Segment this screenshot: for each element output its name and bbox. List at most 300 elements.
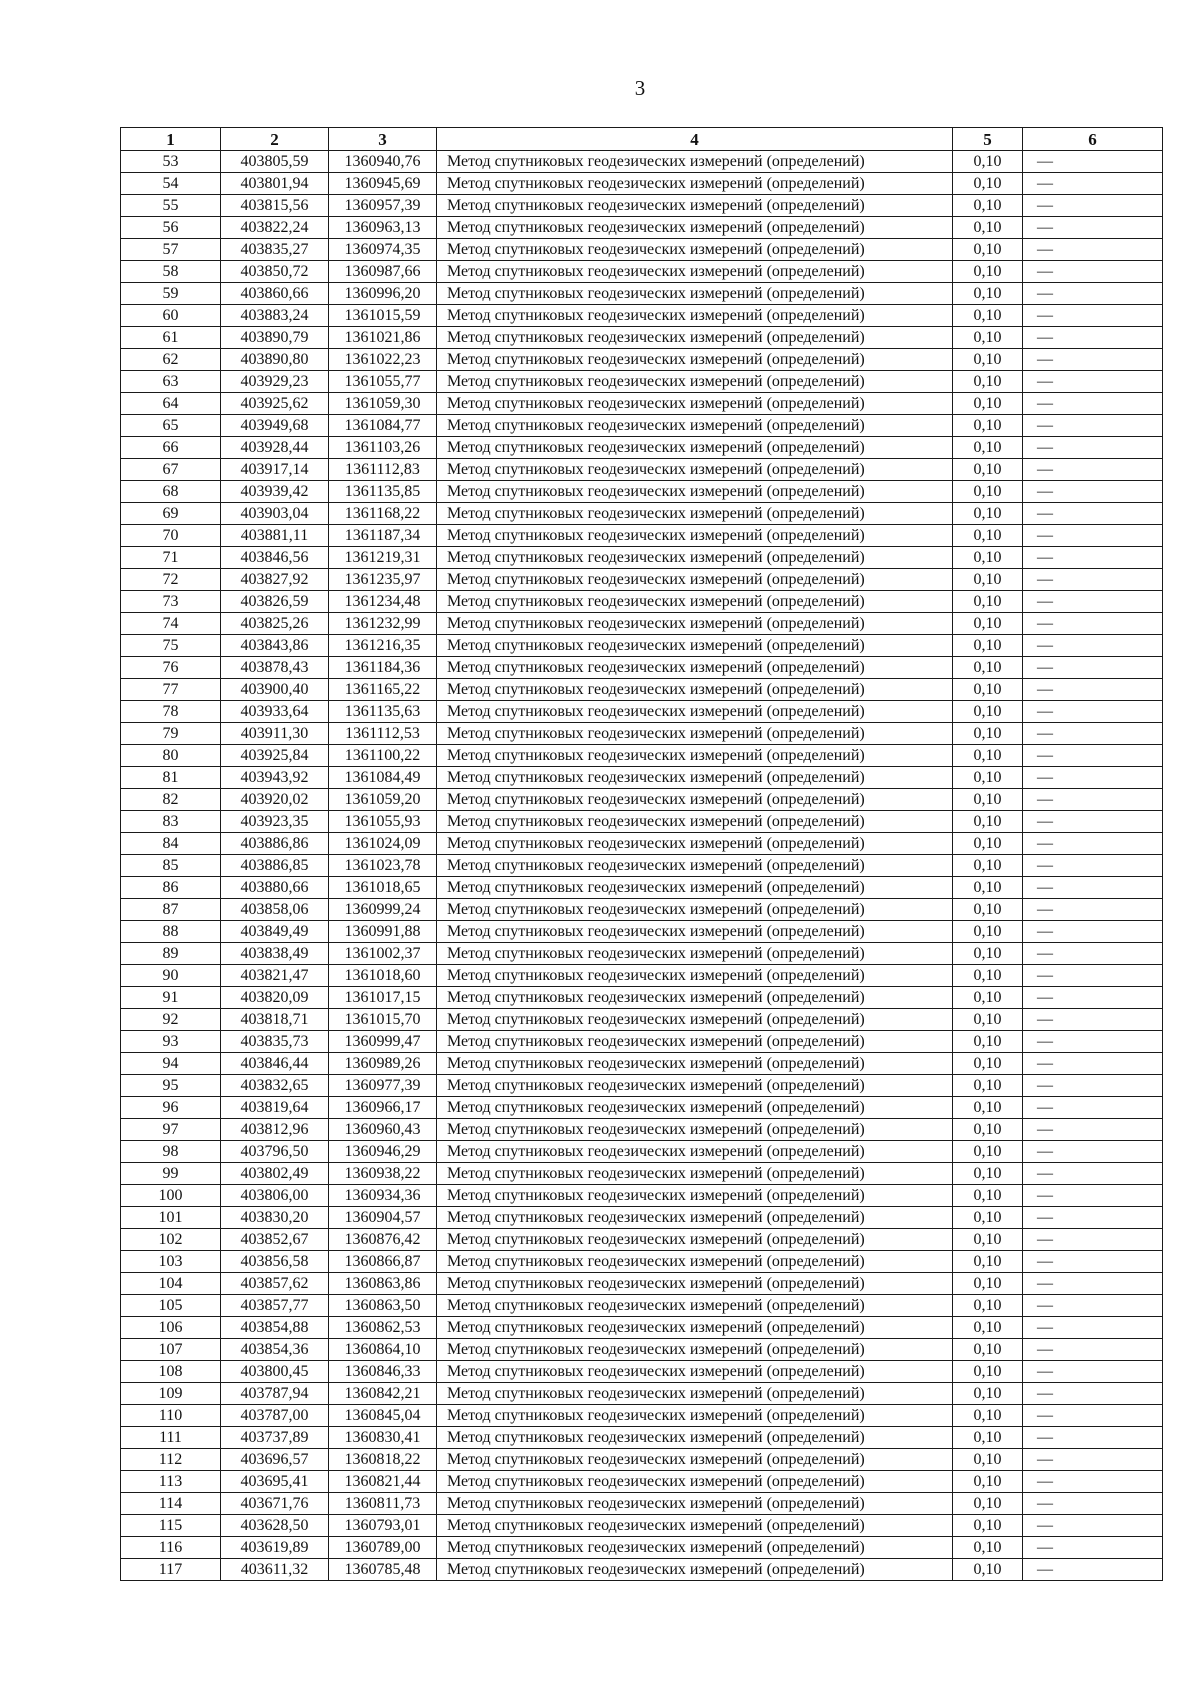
x-coordinate-cell: 403911,30 [221, 723, 329, 745]
method-cell: Метод спутниковых геодезических измерений (определений) [437, 1119, 953, 1141]
x-coordinate-cell: 403943,92 [221, 767, 329, 789]
header-precision: 5 [953, 128, 1023, 151]
characteristic-cell: — [1023, 151, 1163, 173]
characteristic-cell: — [1023, 1295, 1163, 1317]
y-coordinate-cell: 1360940,76 [329, 151, 437, 173]
method-cell: Метод спутниковых геодезических измерений (определений) [437, 261, 953, 283]
table-row [121, 1163, 1163, 1185]
point-number-cell: 73 [121, 591, 221, 613]
y-coordinate-cell: 1361112,83 [329, 459, 437, 481]
method-cell: Метод спутниковых геодезических измерений (определений) [437, 789, 953, 811]
table-row [121, 217, 1163, 239]
y-coordinate-cell: 1360991,88 [329, 921, 437, 943]
table-row [121, 1031, 1163, 1053]
method-cell: Метод спутниковых геодезических измерений (определений) [437, 371, 953, 393]
point-number-cell: 74 [121, 613, 221, 635]
x-coordinate-cell: 403925,84 [221, 745, 329, 767]
y-coordinate-cell: 1361015,70 [329, 1009, 437, 1031]
precision-cell: 0,10 [953, 701, 1023, 723]
precision-cell: 0,10 [953, 1427, 1023, 1449]
table-row [121, 1405, 1163, 1427]
x-coordinate-cell: 403846,44 [221, 1053, 329, 1075]
characteristic-cell: — [1023, 921, 1163, 943]
y-coordinate-cell: 1360904,57 [329, 1207, 437, 1229]
method-cell: Метод спутниковых геодезических измерений (определений) [437, 745, 953, 767]
precision-cell: 0,10 [953, 877, 1023, 899]
x-coordinate-cell: 403881,11 [221, 525, 329, 547]
table-row [121, 745, 1163, 767]
precision-cell: 0,10 [953, 965, 1023, 987]
characteristic-cell: — [1023, 1515, 1163, 1537]
table-row [121, 327, 1163, 349]
precision-cell: 0,10 [953, 833, 1023, 855]
method-cell: Метод спутниковых геодезических измерений (определений) [437, 723, 953, 745]
y-coordinate-cell: 1360876,42 [329, 1229, 437, 1251]
x-coordinate-cell: 403857,62 [221, 1273, 329, 1295]
table-row [121, 1427, 1163, 1449]
characteristic-cell: — [1023, 701, 1163, 723]
characteristic-cell: — [1023, 965, 1163, 987]
table-row [121, 877, 1163, 899]
x-coordinate-cell: 403856,58 [221, 1251, 329, 1273]
y-coordinate-cell: 1360977,39 [329, 1075, 437, 1097]
table-row [121, 965, 1163, 987]
method-cell: Метод спутниковых геодезических измерений (определений) [437, 305, 953, 327]
y-coordinate-cell: 1361103,26 [329, 437, 437, 459]
characteristic-cell: — [1023, 789, 1163, 811]
method-cell: Метод спутниковых геодезических измерений (определений) [437, 1449, 953, 1471]
table-row [121, 1559, 1163, 1581]
table-row [121, 1229, 1163, 1251]
point-number-cell: 58 [121, 261, 221, 283]
table-row [121, 1493, 1163, 1515]
characteristic-cell: — [1023, 195, 1163, 217]
y-coordinate-cell: 1360987,66 [329, 261, 437, 283]
x-coordinate-cell: 403920,02 [221, 789, 329, 811]
y-coordinate-cell: 1360996,20 [329, 283, 437, 305]
precision-cell: 0,10 [953, 1295, 1023, 1317]
method-cell: Метод спутниковых геодезических измерений (определений) [437, 987, 953, 1009]
precision-cell: 0,10 [953, 239, 1023, 261]
precision-cell: 0,10 [953, 657, 1023, 679]
point-number-cell: 109 [121, 1383, 221, 1405]
table-header-row [121, 128, 1163, 151]
method-cell: Метод спутниковых геодезических измерений (определений) [437, 415, 953, 437]
x-coordinate-cell: 403854,36 [221, 1339, 329, 1361]
method-cell: Метод спутниковых геодезических измерений (определений) [437, 569, 953, 591]
table-row [121, 525, 1163, 547]
characteristic-cell: — [1023, 1229, 1163, 1251]
point-number-cell: 103 [121, 1251, 221, 1273]
method-cell: Метод спутниковых геодезических измерений (определений) [437, 701, 953, 723]
point-number-cell: 110 [121, 1405, 221, 1427]
x-coordinate-cell: 403903,04 [221, 503, 329, 525]
table-row [121, 987, 1163, 1009]
table-row [121, 239, 1163, 261]
table-row [121, 173, 1163, 195]
characteristic-cell: — [1023, 1053, 1163, 1075]
point-number-cell: 69 [121, 503, 221, 525]
point-number-cell: 83 [121, 811, 221, 833]
precision-cell: 0,10 [953, 1317, 1023, 1339]
x-coordinate-cell: 403619,89 [221, 1537, 329, 1559]
x-coordinate-cell: 403628,50 [221, 1515, 329, 1537]
y-coordinate-cell: 1361219,31 [329, 547, 437, 569]
precision-cell: 0,10 [953, 1053, 1023, 1075]
precision-cell: 0,10 [953, 679, 1023, 701]
method-cell: Метод спутниковых геодезических измерений (определений) [437, 481, 953, 503]
precision-cell: 0,10 [953, 943, 1023, 965]
precision-cell: 0,10 [953, 1229, 1023, 1251]
precision-cell: 0,10 [953, 1383, 1023, 1405]
x-coordinate-cell: 403822,24 [221, 217, 329, 239]
method-cell: Метод спутниковых геодезических измерений (определений) [437, 1097, 953, 1119]
method-cell: Метод спутниковых геодезических измерений (определений) [437, 1141, 953, 1163]
method-cell: Метод спутниковых геодезических измерений (определений) [437, 1251, 953, 1273]
table-row [121, 569, 1163, 591]
table-row [121, 789, 1163, 811]
header-method: 4 [437, 128, 953, 151]
point-number-cell: 70 [121, 525, 221, 547]
x-coordinate-cell: 403821,47 [221, 965, 329, 987]
table-row [121, 1449, 1163, 1471]
y-coordinate-cell: 1361084,49 [329, 767, 437, 789]
y-coordinate-cell: 1361021,86 [329, 327, 437, 349]
table-body [121, 151, 1163, 1581]
characteristic-cell: — [1023, 1009, 1163, 1031]
x-coordinate-cell: 403880,66 [221, 877, 329, 899]
characteristic-cell: — [1023, 943, 1163, 965]
method-cell: Метод спутниковых геодезических измерений (определений) [437, 1273, 953, 1295]
x-coordinate-cell: 403819,64 [221, 1097, 329, 1119]
y-coordinate-cell: 1361023,78 [329, 855, 437, 877]
precision-cell: 0,10 [953, 393, 1023, 415]
point-number-cell: 54 [121, 173, 221, 195]
y-coordinate-cell: 1360864,10 [329, 1339, 437, 1361]
method-cell: Метод спутниковых геодезических измерений (определений) [437, 635, 953, 657]
table-row [121, 943, 1163, 965]
y-coordinate-cell: 1361055,77 [329, 371, 437, 393]
y-coordinate-cell: 1360866,87 [329, 1251, 437, 1273]
characteristic-cell: — [1023, 833, 1163, 855]
characteristic-cell: — [1023, 393, 1163, 415]
precision-cell: 0,10 [953, 503, 1023, 525]
precision-cell: 0,10 [953, 1537, 1023, 1559]
table-row [121, 811, 1163, 833]
precision-cell: 0,10 [953, 1163, 1023, 1185]
y-coordinate-cell: 1360830,41 [329, 1427, 437, 1449]
method-cell: Метод спутниковых геодезических измерений (определений) [437, 503, 953, 525]
method-cell: Метод спутниковых геодезических измерений (определений) [437, 459, 953, 481]
precision-cell: 0,10 [953, 371, 1023, 393]
precision-cell: 0,10 [953, 1405, 1023, 1427]
point-number-cell: 107 [121, 1339, 221, 1361]
x-coordinate-cell: 403883,24 [221, 305, 329, 327]
precision-cell: 0,10 [953, 635, 1023, 657]
x-coordinate-cell: 403737,89 [221, 1427, 329, 1449]
x-coordinate-cell: 403890,80 [221, 349, 329, 371]
page-number: 3 [634, 76, 646, 100]
table-row [121, 1207, 1163, 1229]
method-cell: Метод спутниковых геодезических измерений (определений) [437, 1559, 953, 1581]
method-cell: Метод спутниковых геодезических измерений (определений) [437, 1229, 953, 1251]
x-coordinate-cell: 403695,41 [221, 1471, 329, 1493]
y-coordinate-cell: 1361100,22 [329, 745, 437, 767]
y-coordinate-cell: 1360957,39 [329, 195, 437, 217]
characteristic-cell: — [1023, 1075, 1163, 1097]
characteristic-cell: — [1023, 745, 1163, 767]
table-row [121, 393, 1163, 415]
point-number-cell: 66 [121, 437, 221, 459]
x-coordinate-cell: 403939,42 [221, 481, 329, 503]
characteristic-cell: — [1023, 327, 1163, 349]
x-coordinate-cell: 403671,76 [221, 1493, 329, 1515]
point-number-cell: 76 [121, 657, 221, 679]
table-row [121, 1515, 1163, 1537]
table-row [121, 1317, 1163, 1339]
method-cell: Метод спутниковых геодезических измерений (определений) [437, 1009, 953, 1031]
characteristic-cell: — [1023, 1185, 1163, 1207]
y-coordinate-cell: 1361018,65 [329, 877, 437, 899]
table-row [121, 151, 1163, 173]
y-coordinate-cell: 1360863,50 [329, 1295, 437, 1317]
precision-cell: 0,10 [953, 1185, 1023, 1207]
x-coordinate-cell: 403611,32 [221, 1559, 329, 1581]
characteristic-cell: — [1023, 1163, 1163, 1185]
precision-cell: 0,10 [953, 173, 1023, 195]
table-row [121, 481, 1163, 503]
table-row [121, 1383, 1163, 1405]
precision-cell: 0,10 [953, 899, 1023, 921]
method-cell: Метод спутниковых геодезических измерений (определений) [437, 283, 953, 305]
characteristic-cell: — [1023, 217, 1163, 239]
x-coordinate-cell: 403852,67 [221, 1229, 329, 1251]
y-coordinate-cell: 1360945,69 [329, 173, 437, 195]
y-coordinate-cell: 1361015,59 [329, 305, 437, 327]
table-row [121, 1119, 1163, 1141]
precision-cell: 0,10 [953, 789, 1023, 811]
characteristic-cell: — [1023, 657, 1163, 679]
precision-cell: 0,10 [953, 1493, 1023, 1515]
x-coordinate-cell: 403886,85 [221, 855, 329, 877]
precision-cell: 0,10 [953, 1361, 1023, 1383]
table-row [121, 1471, 1163, 1493]
y-coordinate-cell: 1360845,04 [329, 1405, 437, 1427]
point-number-cell: 87 [121, 899, 221, 921]
x-coordinate-cell: 403806,00 [221, 1185, 329, 1207]
characteristic-cell: — [1023, 987, 1163, 1009]
precision-cell: 0,10 [953, 1119, 1023, 1141]
coordinates-table [120, 127, 1163, 1581]
precision-cell: 0,10 [953, 855, 1023, 877]
table-row [121, 921, 1163, 943]
precision-cell: 0,10 [953, 261, 1023, 283]
x-coordinate-cell: 403820,09 [221, 987, 329, 1009]
point-number-cell: 108 [121, 1361, 221, 1383]
method-cell: Метод спутниковых геодезических измерений (определений) [437, 393, 953, 415]
y-coordinate-cell: 1360934,36 [329, 1185, 437, 1207]
x-coordinate-cell: 403949,68 [221, 415, 329, 437]
x-coordinate-cell: 403838,49 [221, 943, 329, 965]
characteristic-cell: — [1023, 1449, 1163, 1471]
x-coordinate-cell: 403832,65 [221, 1075, 329, 1097]
method-cell: Метод спутниковых геодезических измерений (определений) [437, 239, 953, 261]
characteristic-cell: — [1023, 349, 1163, 371]
characteristic-cell: — [1023, 525, 1163, 547]
method-cell: Метод спутниковых геодезических измерений (определений) [437, 525, 953, 547]
y-coordinate-cell: 1361022,23 [329, 349, 437, 371]
method-cell: Метод спутниковых геодезических измерений (определений) [437, 1163, 953, 1185]
method-cell: Метод спутниковых геодезических измерений (определений) [437, 811, 953, 833]
x-coordinate-cell: 403796,50 [221, 1141, 329, 1163]
method-cell: Метод спутниковых геодезических измерений (определений) [437, 1471, 953, 1493]
table-row [121, 195, 1163, 217]
y-coordinate-cell: 1361235,97 [329, 569, 437, 591]
y-coordinate-cell: 1360863,86 [329, 1273, 437, 1295]
characteristic-cell: — [1023, 569, 1163, 591]
point-number-cell: 61 [121, 327, 221, 349]
header-y-coordinate: 3 [329, 128, 437, 151]
table-row [121, 459, 1163, 481]
precision-cell: 0,10 [953, 1559, 1023, 1581]
y-coordinate-cell: 1361135,85 [329, 481, 437, 503]
table-row [121, 635, 1163, 657]
precision-cell: 0,10 [953, 745, 1023, 767]
y-coordinate-cell: 1360974,35 [329, 239, 437, 261]
method-cell: Метод спутниковых геодезических измерений (определений) [437, 679, 953, 701]
point-number-cell: 84 [121, 833, 221, 855]
y-coordinate-cell: 1360960,43 [329, 1119, 437, 1141]
characteristic-cell: — [1023, 1559, 1163, 1581]
precision-cell: 0,10 [953, 349, 1023, 371]
y-coordinate-cell: 1360821,44 [329, 1471, 437, 1493]
point-number-cell: 98 [121, 1141, 221, 1163]
x-coordinate-cell: 403890,79 [221, 327, 329, 349]
table-row [121, 1097, 1163, 1119]
characteristic-cell: — [1023, 481, 1163, 503]
x-coordinate-cell: 403917,14 [221, 459, 329, 481]
table-row [121, 613, 1163, 635]
characteristic-cell: — [1023, 1339, 1163, 1361]
y-coordinate-cell: 1361234,48 [329, 591, 437, 613]
table-row [121, 503, 1163, 525]
method-cell: Метод спутниковых геодезических измерений (определений) [437, 173, 953, 195]
x-coordinate-cell: 403801,94 [221, 173, 329, 195]
precision-cell: 0,10 [953, 1471, 1023, 1493]
table-row [121, 283, 1163, 305]
point-number-cell: 64 [121, 393, 221, 415]
method-cell: Метод спутниковых геодезических измерений (определений) [437, 1207, 953, 1229]
characteristic-cell: — [1023, 1383, 1163, 1405]
point-number-cell: 94 [121, 1053, 221, 1075]
y-coordinate-cell: 1360999,24 [329, 899, 437, 921]
characteristic-cell: — [1023, 547, 1163, 569]
point-number-cell: 90 [121, 965, 221, 987]
point-number-cell: 97 [121, 1119, 221, 1141]
point-number-cell: 80 [121, 745, 221, 767]
characteristic-cell: — [1023, 239, 1163, 261]
table-row [121, 833, 1163, 855]
table-row [121, 1361, 1163, 1383]
point-number-cell: 111 [121, 1427, 221, 1449]
point-number-cell: 68 [121, 481, 221, 503]
point-number-cell: 81 [121, 767, 221, 789]
characteristic-cell: — [1023, 811, 1163, 833]
characteristic-cell: — [1023, 261, 1163, 283]
y-coordinate-cell: 1360999,47 [329, 1031, 437, 1053]
point-number-cell: 104 [121, 1273, 221, 1295]
point-number-cell: 105 [121, 1295, 221, 1317]
characteristic-cell: — [1023, 1537, 1163, 1559]
point-number-cell: 62 [121, 349, 221, 371]
point-number-cell: 78 [121, 701, 221, 723]
characteristic-cell: — [1023, 679, 1163, 701]
table-row [121, 305, 1163, 327]
table-row [121, 723, 1163, 745]
y-coordinate-cell: 1361112,53 [329, 723, 437, 745]
y-coordinate-cell: 1360789,00 [329, 1537, 437, 1559]
point-number-cell: 59 [121, 283, 221, 305]
precision-cell: 0,10 [953, 283, 1023, 305]
point-number-cell: 99 [121, 1163, 221, 1185]
method-cell: Метод спутниковых геодезических измерений (определений) [437, 965, 953, 987]
table-row [121, 1185, 1163, 1207]
method-cell: Метод спутниковых геодезических измерений (определений) [437, 327, 953, 349]
method-cell: Метод спутниковых геодезических измерений (определений) [437, 591, 953, 613]
y-coordinate-cell: 1360811,73 [329, 1493, 437, 1515]
table-row [121, 679, 1163, 701]
x-coordinate-cell: 403933,64 [221, 701, 329, 723]
characteristic-cell: — [1023, 591, 1163, 613]
y-coordinate-cell: 1361017,15 [329, 987, 437, 1009]
table-row [121, 1339, 1163, 1361]
y-coordinate-cell: 1361018,60 [329, 965, 437, 987]
x-coordinate-cell: 403849,49 [221, 921, 329, 943]
x-coordinate-cell: 403800,45 [221, 1361, 329, 1383]
method-cell: Метод спутниковых геодезических измерений (определений) [437, 1031, 953, 1053]
precision-cell: 0,10 [953, 525, 1023, 547]
point-number-cell: 72 [121, 569, 221, 591]
precision-cell: 0,10 [953, 1009, 1023, 1031]
characteristic-cell: — [1023, 371, 1163, 393]
point-number-cell: 95 [121, 1075, 221, 1097]
y-coordinate-cell: 1361059,30 [329, 393, 437, 415]
y-coordinate-cell: 1361024,09 [329, 833, 437, 855]
table-row [121, 1009, 1163, 1031]
precision-cell: 0,10 [953, 1031, 1023, 1053]
table-row [121, 1053, 1163, 1075]
x-coordinate-cell: 403854,88 [221, 1317, 329, 1339]
method-cell: Метод спутниковых геодезических измерений (определений) [437, 349, 953, 371]
precision-cell: 0,10 [953, 767, 1023, 789]
point-number-cell: 100 [121, 1185, 221, 1207]
point-number-cell: 77 [121, 679, 221, 701]
x-coordinate-cell: 403846,56 [221, 547, 329, 569]
x-coordinate-cell: 403818,71 [221, 1009, 329, 1031]
method-cell: Метод спутниковых геодезических измерений (определений) [437, 151, 953, 173]
characteristic-cell: — [1023, 1141, 1163, 1163]
characteristic-cell: — [1023, 613, 1163, 635]
y-coordinate-cell: 1360818,22 [329, 1449, 437, 1471]
characteristic-cell: — [1023, 767, 1163, 789]
table-row [121, 261, 1163, 283]
table-row [121, 415, 1163, 437]
x-coordinate-cell: 403886,86 [221, 833, 329, 855]
header-characteristic: 6 [1023, 128, 1163, 151]
point-number-cell: 65 [121, 415, 221, 437]
characteristic-cell: — [1023, 503, 1163, 525]
x-coordinate-cell: 403928,44 [221, 437, 329, 459]
